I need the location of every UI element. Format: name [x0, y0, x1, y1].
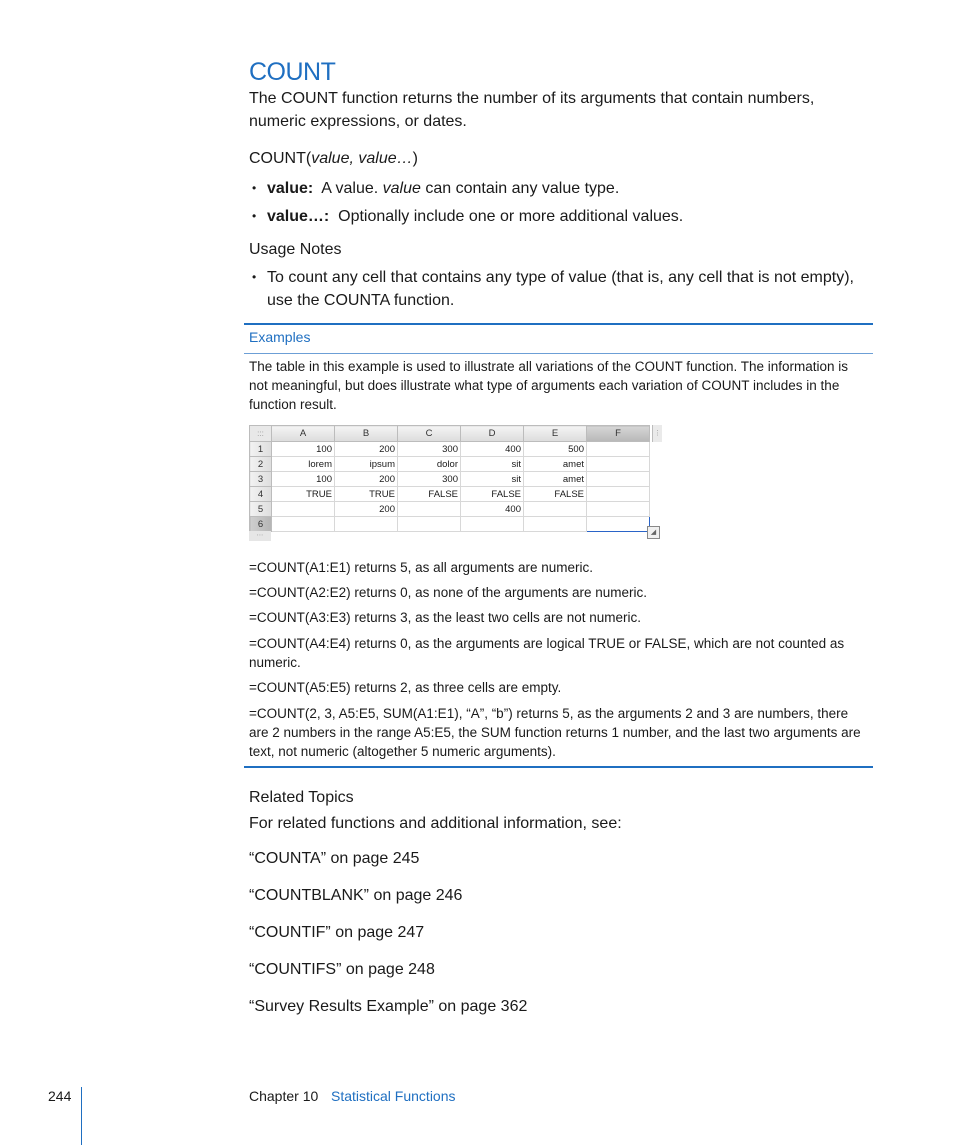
example-spreadsheet	[249, 425, 662, 542]
table-cell[interactable]	[587, 502, 650, 517]
table-cell[interactable]	[398, 517, 461, 532]
table-cell[interactable]: ipsum	[335, 457, 398, 472]
table-cell[interactable]	[587, 457, 650, 472]
table-cell[interactable]	[272, 502, 335, 517]
table-cell[interactable]	[587, 442, 650, 457]
column-scroll-handle[interactable]: ⋮	[652, 425, 662, 442]
examples-bottom-rule	[244, 766, 873, 768]
table-row	[250, 517, 650, 532]
argument-italic: value	[382, 180, 421, 197]
table-row	[250, 442, 650, 457]
table-cell[interactable]: 200	[335, 502, 398, 517]
table-resize-handle-icon[interactable]: ◢	[647, 526, 660, 539]
table-cell[interactable]	[524, 517, 587, 532]
row-header[interactable]: 4	[250, 487, 272, 502]
column-header[interactable]: B	[335, 426, 398, 442]
table-cell[interactable]: 200	[335, 442, 398, 457]
function-syntax	[249, 147, 418, 170]
usage-note-item: • To count any cell that contains any type of value (that is, any cell that is not empty), use the COUNTA function.	[249, 266, 874, 312]
row-header[interactable]: 6	[250, 517, 272, 532]
examples-heading-rule	[244, 353, 873, 354]
related-topic-link[interactable]: “COUNTIF” on page 247	[249, 924, 425, 941]
table-cell[interactable]: lorem	[272, 457, 335, 472]
selected-cell[interactable]	[587, 517, 650, 532]
table-cell[interactable]	[587, 487, 650, 502]
argument-text: A value.	[321, 180, 379, 197]
footer-chapter-title[interactable]: Statistical Functions	[331, 1088, 456, 1104]
table-cell[interactable]	[524, 502, 587, 517]
example-result: =COUNT(2, 3, A5:E5, SUM(A1:E1), “A”, “b”) returns 5, as the arguments 2 and 3 are numbers, there are 2 numbers in the range A5:E5, the SUM function returns 1 number, and the last two arguments are text, not numeric (altogether 5 numeric arguments).	[249, 706, 861, 759]
argument-term: value:	[267, 180, 314, 197]
table-cell[interactable]: sit	[461, 472, 524, 487]
example-result: =COUNT(A2:E2) returns 0, as none of the arguments are numeric.	[249, 585, 648, 600]
related-topic-link[interactable]: “COUNTBLANK” on page 246	[249, 887, 463, 904]
table-cell[interactable]: 300	[398, 442, 461, 457]
related-topics-heading: Related Topics	[249, 789, 354, 806]
table-cell[interactable]: 500	[524, 442, 587, 457]
spreadsheet-table	[249, 425, 650, 532]
related-topic-link[interactable]: “Survey Results Example” on page 362	[249, 998, 528, 1015]
argument-text: Optionally include one or more additional values.	[338, 208, 684, 225]
table-cell[interactable]	[272, 517, 335, 532]
related-topic-link[interactable]: “COUNTIFS” on page 248	[249, 961, 435, 978]
table-cell[interactable]: 100	[272, 442, 335, 457]
examples-heading: Examples	[249, 329, 311, 345]
table-cell[interactable]	[461, 517, 524, 532]
row-scroll-handle[interactable]: ⋯	[249, 531, 271, 541]
examples-top-rule	[244, 323, 873, 325]
table-row	[250, 457, 650, 472]
usage-notes-list	[249, 266, 874, 312]
argument-text: can contain any value type.	[425, 180, 620, 197]
table-cell[interactable]: dolor	[398, 457, 461, 472]
usage-notes-heading: Usage Notes	[249, 241, 342, 258]
page-title: COUNT	[249, 58, 336, 86]
argument-list	[249, 177, 874, 233]
example-result: =COUNT(A4:E4) returns 0, as the arguments are logical TRUE or FALSE, which are not counted as numeric.	[249, 636, 845, 670]
table-cell[interactable]: 200	[335, 472, 398, 487]
syntax-close-paren: )	[412, 150, 418, 167]
table-cell[interactable]: 400	[461, 442, 524, 457]
table-row	[250, 472, 650, 487]
column-header[interactable]: D	[461, 426, 524, 442]
column-header-row	[250, 426, 650, 442]
row-header[interactable]: 2	[250, 457, 272, 472]
example-result: =COUNT(A3:E3) returns 3, as the least two cells are not numeric.	[249, 610, 642, 625]
argument-item	[249, 177, 874, 200]
intro-paragraph: The COUNT function returns the number of its arguments that contain numbers, numeric expressions, or dates.	[249, 90, 815, 130]
related-topics-intro: For related functions and additional information, see:	[249, 815, 622, 832]
table-cell[interactable]	[335, 517, 398, 532]
column-header[interactable]: F	[587, 426, 650, 442]
row-header[interactable]: 3	[250, 472, 272, 487]
table-cell[interactable]: sit	[461, 457, 524, 472]
syntax-arguments: value, value…	[311, 150, 413, 167]
table-row	[250, 487, 650, 502]
row-header[interactable]: 5	[250, 502, 272, 517]
table-cell[interactable]: 400	[461, 502, 524, 517]
table-cell[interactable]: FALSE	[398, 487, 461, 502]
table-cell[interactable]	[587, 472, 650, 487]
table-cell[interactable]	[398, 502, 461, 517]
table-row	[250, 502, 650, 517]
corner-cell[interactable]: :::	[250, 426, 272, 442]
table-cell[interactable]: amet	[524, 457, 587, 472]
example-result: =COUNT(A5:E5) returns 2, as three cells are empty.	[249, 680, 562, 695]
footer-divider	[81, 1087, 82, 1145]
syntax-function-name: COUNT	[249, 150, 306, 167]
example-result: =COUNT(A1:E1) returns 5, as all arguments are numeric.	[249, 560, 593, 575]
related-topic-link[interactable]: “COUNTA” on page 245	[249, 850, 420, 867]
syntax-open-paren: (	[305, 150, 312, 167]
table-cell[interactable]: FALSE	[524, 487, 587, 502]
column-header[interactable]: A	[272, 426, 335, 442]
table-cell[interactable]: TRUE	[272, 487, 335, 502]
row-header[interactable]: 1	[250, 442, 272, 457]
footer-chapter: Chapter 10	[249, 1088, 319, 1104]
table-cell[interactable]: TRUE	[335, 487, 398, 502]
table-cell[interactable]: FALSE	[461, 487, 524, 502]
column-header[interactable]: C	[398, 426, 461, 442]
examples-description: The table in this example is used to illustrate all variations of the COUNT function. The information is not meaningful, but does illustrate what type of arguments each variation of COUNT includes in the function result.	[249, 359, 849, 412]
column-header[interactable]: E	[524, 426, 587, 442]
table-cell[interactable]: 100	[272, 472, 335, 487]
page-number: 244	[48, 1088, 72, 1104]
table-cell[interactable]: amet	[524, 472, 587, 487]
argument-item	[249, 205, 874, 228]
argument-term: value…:	[267, 208, 330, 225]
table-cell[interactable]: 300	[398, 472, 461, 487]
